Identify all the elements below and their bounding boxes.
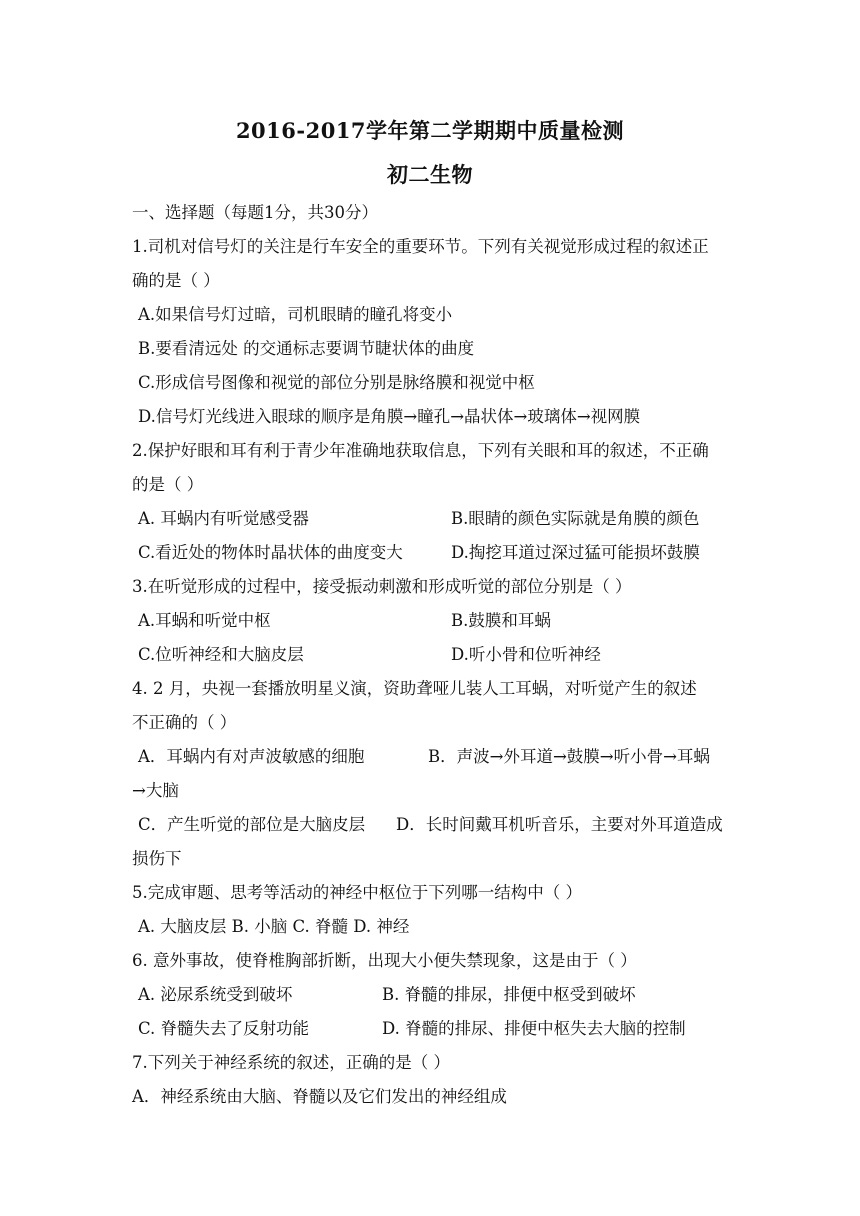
- q4-option-d: D．长时间戴耳机听音乐，主要对外耳道造成: [396, 815, 723, 834]
- q6-option-d: D. 脊髓的排尿、排便中枢失去大脑的控制: [382, 1019, 686, 1038]
- page-subtitle: 初二生物: [387, 162, 473, 187]
- q2-option-d: D.掏挖耳道过深过猛可能损坏鼓膜: [451, 543, 700, 562]
- q2-option-a: A. 耳蜗内有听觉感受器: [138, 509, 309, 528]
- q2-option-b: B.眼睛的颜色实际就是角膜的颜色: [451, 509, 700, 528]
- q7-stem: 7.下列关于神经系统的叙述，正确的是（ ）: [132, 1053, 450, 1072]
- section-heading: 一、选择题（每题1分，共30分）: [132, 203, 378, 222]
- q1-option-a: A.如果信号灯过暗，司机眼睛的瞳孔将变小: [138, 305, 453, 324]
- q4-option-a: A．耳蜗内有对声波敏感的细胞: [138, 747, 365, 766]
- q4-stem-line2: 不正确的（ ）: [132, 713, 237, 732]
- q5-stem: 5.完成审题、思考等活动的神经中枢位于下列哪一结构中（ ）: [132, 883, 582, 902]
- q6-option-a: A. 泌尿系统受到破坏: [138, 985, 293, 1004]
- q1-option-d: D.信号灯光线进入眼球的顺序是角膜→瞳孔→晶状体→玻璃体→视网膜: [138, 407, 641, 426]
- q1-stem-line2: 确的是（ ）: [132, 271, 220, 290]
- q1-option-b: B.要看清远处 的交通标志要调节睫状体的曲度: [138, 339, 475, 358]
- q5-options: A. 大脑皮层 B. 小脑 C. 脊髓 D. 神经: [138, 917, 410, 936]
- q4-option-c: C．产生听觉的部位是大脑皮层: [138, 815, 366, 834]
- q3-option-d: D.听小骨和位听神经: [451, 645, 601, 664]
- q4-option-d-cont: 损伤下: [132, 849, 182, 868]
- q3-option-b: B.鼓膜和耳蜗: [451, 611, 551, 630]
- q6-stem: 6. 意外事故，使脊椎胸部折断，出现大小便失禁现象，这是由于（ ）: [132, 951, 637, 970]
- q4-stem-line1: 4. 2 月，央视一套播放明星义演，资助聋哑儿装人工耳蜗，对听觉产生的叙述: [132, 679, 697, 698]
- q1-option-c: C.形成信号图像和视觉的部位分别是脉络膜和视觉中枢: [138, 373, 535, 392]
- q3-option-c: C.位听神经和大脑皮层: [138, 645, 304, 664]
- q3-option-a: A.耳蜗和听觉中枢: [138, 611, 271, 630]
- q6-option-b: B. 脊髓的排尿，排便中枢受到破坏: [382, 985, 636, 1004]
- q6-option-c: C. 脊髓失去了反射功能: [138, 1019, 310, 1038]
- q3-stem: 3.在听觉形成的过程中，接受振动刺激和形成听觉的部位分别是（ ）: [132, 577, 632, 596]
- q2-stem-line2: 的是（ ）: [132, 475, 204, 494]
- page-title: 2016-2017学年第二学期期中质量检测: [235, 118, 625, 143]
- q4-option-b: B．声波→外耳道→鼓膜→听小骨→耳蜗: [428, 747, 710, 766]
- q7-option-a: A．神经系统由大脑、脊髓以及它们发出的神经组成: [132, 1087, 507, 1106]
- q4-option-b-cont: →大脑: [132, 781, 179, 800]
- q2-option-c: C.看近处的物体时晶状体的曲度变大: [138, 543, 403, 562]
- q1-stem-line1: 1.司机对信号灯的关注是行车安全的重要环节。下列有关视觉形成过程的叙述正: [132, 237, 709, 256]
- q2-stem-line1: 2.保护好眼和耳有利于青少年准确地获取信息，下列有关眼和耳的叙述，不正确: [132, 441, 709, 460]
